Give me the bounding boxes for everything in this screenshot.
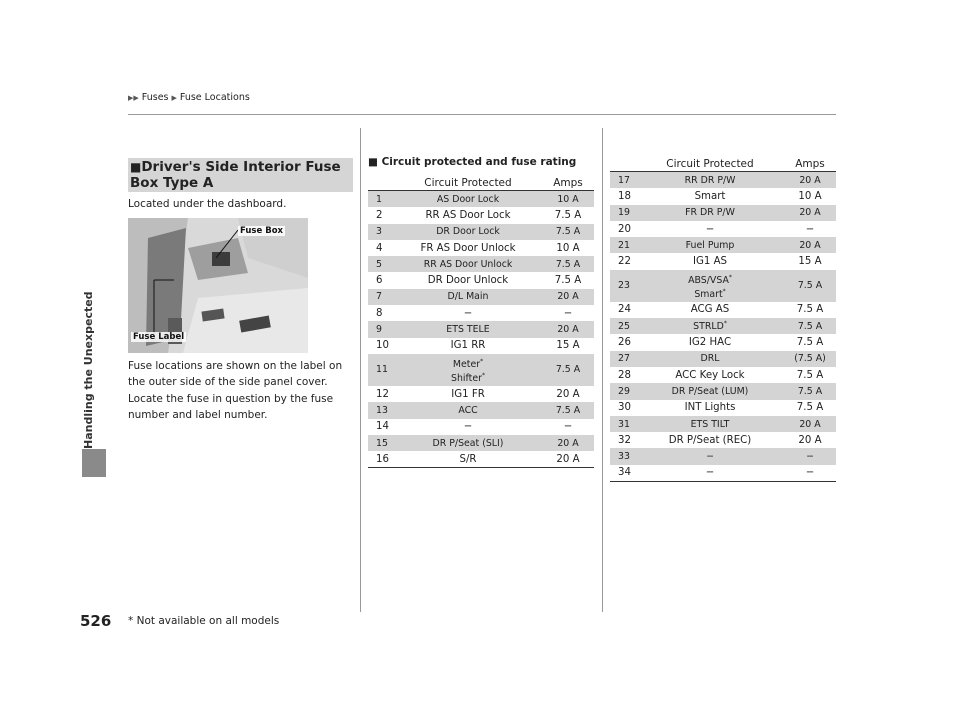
circuit-name bbox=[394, 256, 542, 272]
table-row bbox=[610, 318, 836, 334]
table-row bbox=[368, 191, 594, 208]
table-row bbox=[610, 237, 836, 253]
fuse-amps: 7.5 A bbox=[542, 354, 594, 386]
table-row bbox=[368, 354, 594, 386]
fuse-number: 21 bbox=[610, 237, 636, 253]
fuse-amps: 7.5 A bbox=[542, 256, 594, 272]
circuit-name bbox=[636, 334, 784, 350]
table-row bbox=[368, 338, 594, 354]
circuit-name bbox=[636, 237, 784, 253]
table-row bbox=[610, 400, 836, 416]
fuse-amps: − bbox=[563, 307, 573, 319]
chapter-tab[interactable] bbox=[82, 449, 106, 477]
column-header-amps: Amps bbox=[784, 157, 836, 172]
table-row bbox=[368, 272, 594, 288]
table-row bbox=[368, 207, 594, 223]
circuit-name-text: DR P/Seat (REC) bbox=[668, 434, 752, 446]
circuit-name-text: IG2 HAC bbox=[688, 337, 732, 349]
fuse-number: 28 bbox=[618, 369, 631, 381]
body-paragraph: Fuse locations are shown on the label on the outer side of the side panel cover. Locate the fuse in question by the fuse number and label number. bbox=[128, 360, 343, 421]
circuit-name-line: Meter bbox=[452, 358, 481, 370]
fuse-amps: 7.5 A bbox=[554, 209, 582, 221]
fuse-amps: 7.5 A bbox=[796, 304, 824, 316]
circuit-name bbox=[636, 416, 784, 432]
section-heading: ■Driver's Side Interior Fuse Box Type A bbox=[128, 158, 353, 192]
fuse-amps: 20 A bbox=[784, 172, 836, 189]
fuse-number: 13 bbox=[368, 402, 394, 418]
table-row bbox=[610, 188, 836, 204]
table-row bbox=[368, 256, 594, 272]
asterisk-mark: * bbox=[722, 287, 726, 295]
circuit-name-line: ABS/VSA bbox=[688, 274, 729, 286]
circuit-name-text: − bbox=[463, 307, 473, 319]
circuit-name bbox=[394, 451, 542, 468]
fuse-amps: 7.5 A bbox=[784, 383, 836, 399]
circuit-name-text: FR AS Door Unlock bbox=[420, 242, 516, 254]
circuit-name bbox=[394, 435, 542, 451]
circuit-name-text: RR DR P/W bbox=[684, 174, 736, 186]
fuse-amps: − bbox=[784, 465, 836, 482]
table-row bbox=[610, 351, 836, 367]
fuse-number: 8 bbox=[376, 307, 383, 319]
circuit-name-text: DR P/Seat (LUM) bbox=[671, 385, 749, 397]
fuse-number: 7 bbox=[368, 289, 394, 305]
breadcrumb bbox=[128, 92, 250, 103]
circuit-name bbox=[636, 270, 784, 302]
fuse-amps: 20 A bbox=[542, 451, 594, 468]
circuit-name bbox=[394, 386, 542, 402]
fuse-number: 6 bbox=[376, 275, 383, 287]
breadcrumb-item-fuses[interactable]: Fuses bbox=[141, 92, 169, 103]
fuse-number: 25 bbox=[610, 318, 636, 334]
fuse-amps: 20 A bbox=[784, 237, 836, 253]
fuse-number: 31 bbox=[610, 416, 636, 432]
side-chapter-label: Handling the Unexpected bbox=[82, 291, 95, 449]
circuit-name bbox=[636, 188, 784, 204]
section-square-icon: ■ bbox=[368, 156, 378, 168]
footnote: * Not available on all models bbox=[128, 615, 280, 627]
circuit-name bbox=[394, 191, 542, 208]
fuse-number: 1 bbox=[368, 191, 394, 208]
circuit-name-text: ETS TILT bbox=[690, 418, 730, 430]
fuse-number: 22 bbox=[618, 256, 631, 268]
fuse-number: 34 bbox=[610, 465, 636, 482]
fuse-amps: 15 A bbox=[556, 340, 580, 352]
fuse-amps: 20 A bbox=[784, 205, 836, 221]
circuit-name bbox=[394, 272, 542, 288]
circuit-name-text: FR DR P/W bbox=[685, 207, 735, 219]
fuse-amps: − bbox=[563, 421, 573, 433]
fuse-amps: 20 A bbox=[798, 434, 822, 446]
fuse-number: 19 bbox=[610, 205, 636, 221]
fuse-amps: 10 A bbox=[798, 190, 822, 202]
circuit-name bbox=[394, 354, 542, 386]
circuit-name bbox=[636, 400, 784, 416]
table-row bbox=[368, 435, 594, 451]
table-row bbox=[368, 386, 594, 402]
circuit-name bbox=[636, 367, 784, 383]
intro-text: Located under the dashboard. bbox=[128, 198, 287, 210]
fuse-amps: 10 A bbox=[542, 191, 594, 208]
fuse-number: 9 bbox=[368, 321, 394, 337]
column-header-circuit: Circuit Protected bbox=[394, 176, 542, 191]
table-title: ■ Circuit protected and fuse rating bbox=[368, 156, 577, 168]
fuse-number: 29 bbox=[610, 383, 636, 399]
circuit-name-line: Shifter bbox=[451, 373, 482, 385]
fuse-amps: − bbox=[784, 448, 836, 464]
fuse-table-right bbox=[610, 157, 836, 482]
fuse-amps: 7.5 A bbox=[554, 275, 582, 287]
chevron-right-icon: ▶▶ bbox=[128, 93, 139, 102]
fuse-number: 23 bbox=[610, 270, 636, 302]
fuse-amps: 7.5 A bbox=[796, 337, 824, 349]
table-row bbox=[368, 321, 594, 337]
fuse-number: 10 bbox=[376, 340, 389, 352]
circuit-name-text: IG1 AS bbox=[692, 256, 728, 268]
fuse-number: 5 bbox=[368, 256, 394, 272]
circuit-name-text: DRL bbox=[700, 353, 720, 365]
asterisk-mark: * bbox=[481, 371, 485, 379]
circuit-name-text: ACC Key Lock bbox=[675, 369, 745, 381]
fuse-number: 27 bbox=[610, 351, 636, 367]
circuit-name-text: IG1 RR bbox=[450, 340, 486, 352]
circuit-name-text: S/R bbox=[459, 453, 477, 465]
circuit-name bbox=[636, 465, 784, 482]
circuit-name-text: Smart bbox=[694, 190, 726, 202]
asterisk-mark: * bbox=[728, 273, 732, 281]
fuse-amps: 7.5 A bbox=[542, 224, 594, 240]
circuit-name-line: Smart bbox=[694, 288, 723, 300]
circuit-name bbox=[394, 338, 542, 354]
circuit-name-text: INT Lights bbox=[684, 402, 736, 414]
circuit-name bbox=[394, 224, 542, 240]
fuse-number: 18 bbox=[618, 190, 631, 202]
fuse-amps: 20 A bbox=[784, 416, 836, 432]
fuse-label-callout: Fuse Label bbox=[133, 332, 185, 342]
fuse-table-left bbox=[368, 176, 594, 468]
fuse-number: 24 bbox=[618, 304, 631, 316]
table-row bbox=[368, 402, 594, 418]
table-row bbox=[610, 383, 836, 399]
fuse-number: 32 bbox=[618, 434, 631, 446]
circuit-name-text: DR P/Seat (SLI) bbox=[432, 437, 504, 449]
fuse-amps: 7.5 A bbox=[796, 369, 824, 381]
fuse-amps: (7.5 A) bbox=[784, 351, 836, 367]
fuse-box-callout: Fuse Box bbox=[240, 226, 284, 236]
table-row bbox=[610, 172, 836, 189]
column-header-circuit: Circuit Protected bbox=[636, 157, 784, 172]
circuit-name bbox=[636, 383, 784, 399]
circuit-name bbox=[636, 318, 784, 334]
fuse-amps: 7.5 A bbox=[784, 270, 836, 302]
fuse-number: 11 bbox=[368, 354, 394, 386]
circuit-name-text: DR Door Unlock bbox=[427, 275, 509, 287]
fuse-number: 2 bbox=[376, 209, 383, 221]
table-row bbox=[610, 270, 836, 302]
fuse-number: 33 bbox=[610, 448, 636, 464]
fuse-amps: 20 A bbox=[542, 321, 594, 337]
circuit-name-text: ACG AS bbox=[690, 304, 730, 316]
circuit-name-text: STRLD bbox=[693, 321, 724, 333]
circuit-name bbox=[636, 221, 784, 237]
circuit-name-text: RR AS Door Unlock bbox=[423, 258, 513, 270]
circuit-name bbox=[636, 302, 784, 318]
circuit-name bbox=[636, 205, 784, 221]
table-row bbox=[610, 448, 836, 464]
fuse-amps: 20 A bbox=[556, 388, 580, 400]
circuit-name bbox=[394, 240, 542, 256]
table-row bbox=[610, 465, 836, 482]
fuse-number: 3 bbox=[368, 224, 394, 240]
circuit-name-text: ETS TELE bbox=[446, 324, 490, 336]
circuit-name-text: ACC bbox=[458, 404, 478, 416]
table-row bbox=[368, 419, 594, 435]
circuit-name bbox=[636, 448, 784, 464]
table-row bbox=[610, 253, 836, 269]
circuit-name bbox=[394, 305, 542, 321]
table-row bbox=[610, 432, 836, 448]
breadcrumb-item-fuse-locations[interactable]: Fuse Locations bbox=[179, 92, 250, 103]
fuse-number: 15 bbox=[368, 435, 394, 451]
circuit-name bbox=[394, 289, 542, 305]
section-square-icon: ■ bbox=[130, 160, 142, 174]
circuit-name-text: − bbox=[706, 451, 714, 463]
table-row bbox=[610, 302, 836, 318]
table-row bbox=[368, 305, 594, 321]
circuit-name bbox=[394, 402, 542, 418]
fuse-amps: − bbox=[805, 223, 815, 235]
fuse-number: 12 bbox=[376, 388, 389, 400]
header-divider bbox=[128, 114, 836, 115]
fuse-amps: 7.5 A bbox=[784, 318, 836, 334]
fuse-number: 20 bbox=[618, 223, 631, 235]
page-number: 526 bbox=[80, 612, 112, 630]
column-divider bbox=[360, 128, 361, 612]
circuit-name-text: − bbox=[705, 223, 715, 235]
fuse-number: 17 bbox=[610, 172, 636, 189]
circuit-name bbox=[394, 207, 542, 223]
asterisk-mark: * bbox=[723, 320, 727, 328]
fuse-amps: 20 A bbox=[542, 289, 594, 305]
fuse-amps: 20 A bbox=[542, 435, 594, 451]
circuit-name bbox=[636, 253, 784, 269]
circuit-name-text: − bbox=[463, 421, 473, 433]
circuit-name bbox=[636, 172, 784, 189]
fuse-amps: 7.5 A bbox=[796, 402, 824, 414]
circuit-name-text: D/L Main bbox=[447, 291, 489, 303]
column-header-amps: Amps bbox=[542, 176, 594, 191]
asterisk-mark: * bbox=[480, 357, 484, 365]
fuse-number: 30 bbox=[618, 402, 631, 414]
circuit-name-text: RR AS Door Lock bbox=[425, 209, 511, 221]
chevron-right-icon: ▶ bbox=[171, 93, 177, 102]
fuse-number: 4 bbox=[376, 242, 383, 254]
fuse-amps: 15 A bbox=[798, 256, 822, 268]
fuse-amps: 7.5 A bbox=[542, 402, 594, 418]
fuse-number: 16 bbox=[368, 451, 394, 468]
circuit-name bbox=[636, 432, 784, 448]
table-row bbox=[610, 416, 836, 432]
circuit-name-text: AS Door Lock bbox=[436, 193, 500, 205]
circuit-name-text: − bbox=[705, 467, 715, 479]
fuse-number: 14 bbox=[376, 421, 389, 433]
circuit-name bbox=[636, 351, 784, 367]
fuse-box-photo bbox=[128, 218, 308, 353]
column-divider bbox=[602, 128, 603, 612]
table-row bbox=[368, 240, 594, 256]
fuse-number: 26 bbox=[618, 337, 631, 349]
circuit-name-text: IG1 FR bbox=[451, 388, 485, 400]
table-row bbox=[610, 205, 836, 221]
circuit-name bbox=[394, 419, 542, 435]
table-row bbox=[368, 224, 594, 240]
circuit-name bbox=[394, 321, 542, 337]
circuit-name-text: Fuel Pump bbox=[685, 239, 735, 251]
table-row bbox=[368, 451, 594, 468]
circuit-name-text: DR Door Lock bbox=[436, 226, 500, 238]
table-row bbox=[368, 289, 594, 305]
fuse-amps: 10 A bbox=[556, 242, 580, 254]
table-row bbox=[610, 221, 836, 237]
table-row bbox=[610, 367, 836, 383]
table-row bbox=[610, 334, 836, 350]
